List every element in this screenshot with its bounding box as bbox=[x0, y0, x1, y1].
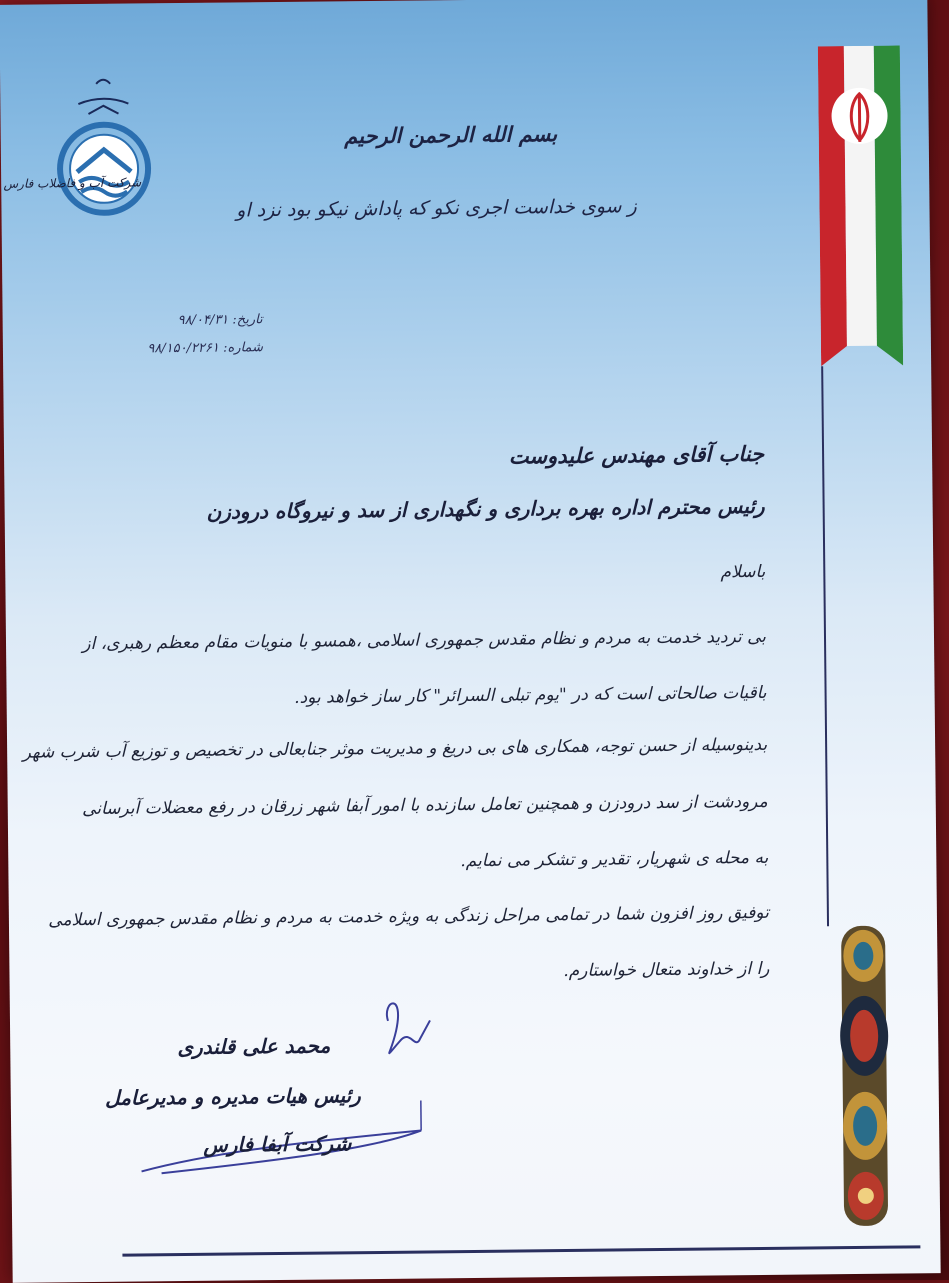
body-line: بدینوسیله از حسن توجه، همکاری های بی دریغ و مدیریت موثر جنابعالی در تخصیص و توزیع آب شرب شهر bbox=[147, 735, 767, 761]
side-border-line bbox=[821, 366, 829, 926]
signatory-title: رئیس هیات مدیره و مدیرعامل bbox=[161, 1083, 361, 1109]
signatory-organization: شرکت آبفا فارس bbox=[191, 1131, 351, 1157]
signatory-name: محمد علی قلندری bbox=[190, 1033, 330, 1058]
body-line: را از خداوند متعال خواستارم. bbox=[149, 959, 769, 985]
body-line: بی تردید خدمت به مردم و نظام مقدس جمهوری اسلامی ،همسو با منویات مقام معظم رهبری، از bbox=[146, 627, 766, 653]
ornament-border-icon bbox=[815, 915, 914, 1236]
recipient-position: رئیس محترم اداره بهره برداری و نگهداری از سد و نیروگاه درودزن bbox=[305, 494, 765, 523]
letter-number: شماره: ۹۸/۱۵۰/۲۲۶۱ bbox=[103, 340, 263, 357]
body-line: مرودشت از سد درودزن و همچنین تعامل سازنده با امور آبفا شهر زرقان در رفع معضلات آبرسانی bbox=[148, 792, 768, 818]
body-line: باقیات صالحاتی است که در "یوم تبلی السرائر" کار ساز خواهد بود. bbox=[147, 683, 767, 709]
letter-date: تاریخ: ۹۸/۰۴/۳۱ bbox=[103, 312, 263, 329]
greeting: باسلام bbox=[145, 562, 765, 588]
water-company-logo-icon bbox=[48, 63, 160, 234]
recipient-name: جناب آقای مهندس علیدوست bbox=[424, 441, 764, 470]
body-line: توفیق روز افزون شما در تمامی مراحل زندگی به ویژه خدمت به مردم و نظام مقدس جمهوری اسلامی bbox=[149, 903, 769, 929]
verse-line: ز سوی خداست اجری نکو که پاداش نیکو بود نزد او bbox=[216, 195, 656, 222]
bottom-border-line bbox=[122, 1245, 920, 1256]
body-line: به محله ی شهریار، تقدیر و تشکر می نمایم. bbox=[148, 848, 768, 874]
basmala-heading: بسم الله الرحمن الرحیم bbox=[301, 121, 601, 149]
iran-flag-ribbon-icon bbox=[818, 45, 903, 366]
logo-caption: شرکت آب و فاضلاب فارس bbox=[21, 175, 141, 190]
